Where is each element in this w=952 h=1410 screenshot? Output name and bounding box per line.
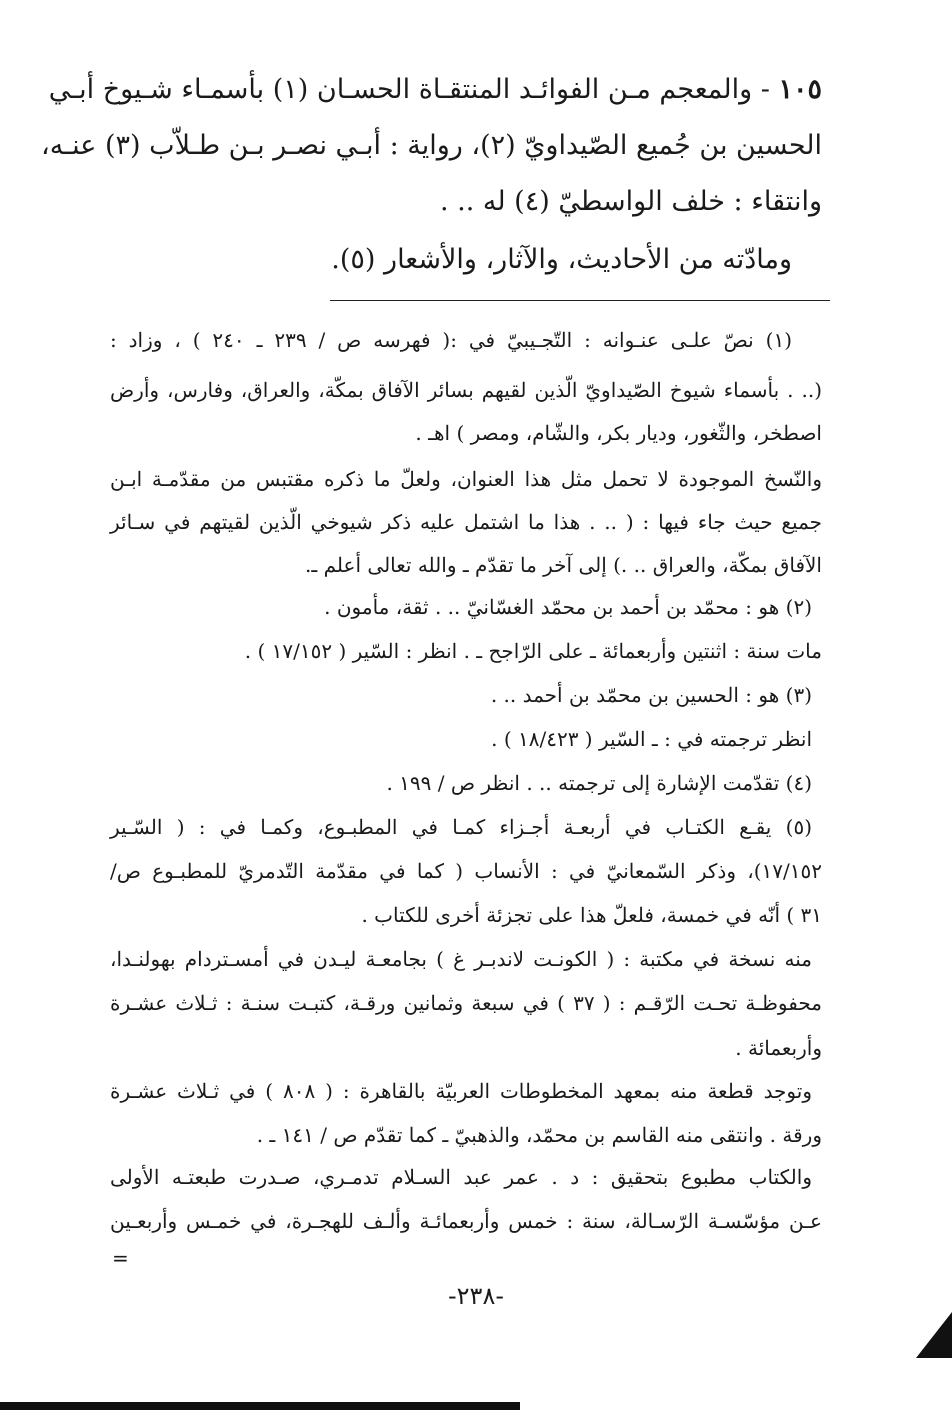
- entry-line-3: وانتقاء : خلف الواسطيّ (٤) له .. .: [439, 186, 822, 217]
- footnote-line-7: (٢) هو : محمّد بن أحمد بن محمّد الغسّانيّ .. . ثقة، مأمون .: [324, 595, 812, 619]
- footnote-line-17: وأربعمائة .: [735, 1036, 822, 1060]
- footnote-line-6: الآفاق بمكّة، والعراق .. .) إلى آخر ما تقدّم ـ والله تعالى أعلم ـ.: [305, 553, 822, 577]
- continuation-mark: =: [112, 1246, 129, 1270]
- footnote-line-12: (٥) يقـع الكتـاب في أربعـة أجـزاء كمـا في المطبـوع، وكمـا في : ( السّـير: [110, 815, 812, 839]
- entry-line-1: [48, 70, 822, 110]
- footnote-line-13: ١٧/١٥٢)، وذكر السّمعانيّ في : الأنساب ( كما في مقدّمة التّدمريّ للمطبـوع ص/: [110, 859, 822, 883]
- page-corner-mark: [916, 1312, 952, 1358]
- footnote-line-15: منه نسخة في مكتبة : ( الكونـت لاندبـر غ ) بجامعـة ليـدن في أمسـتردام بهولنـدا،: [110, 947, 812, 971]
- footnote-line-9: (٣) هو : الحسين بن محمّد بن أحمد .. .: [490, 683, 812, 707]
- scan-edge: [0, 1402, 520, 1410]
- footnote-line-10: انظر ترجمته في : ـ السّير ( ١٨/٤٢٣ ) .: [491, 727, 812, 751]
- footnote-line-1: (١) نصّ علـى عنـوانه : التّجـيبيّ في :( فهرسه ص / ٢٣٩ ـ ٢٤٠ ) ، وزاد :: [110, 328, 793, 352]
- footnote-line-4: والنّسخ الموجودة لا تحمل مثل هذا العنوان، ولعلّ ما ذكره مقتبس من مقدّمـة ابـن: [110, 467, 822, 491]
- footnote-line-8: مات سنة : اثنتين وأربعمائة ـ على الرّاجح ـ . انظر : السّير ( ١٧/١٥٢ ) .: [244, 639, 822, 663]
- footnote-line-21: عـن مؤسّسـة الرّسـالة، سنة : خمس وأربعمائـة وألـف للهجـرة، في خمـس وأربعـين: [110, 1209, 822, 1233]
- entry-line-4: ومادّته من الأحاديث، والآثار، والأشعار (٥).: [331, 244, 792, 275]
- footnote-line-3: اصطخر، والثّغور، وديار بكر، والشّام، ومصر ) اهـ .: [415, 421, 822, 445]
- entry-line-2: الحسين بن جُميع الصّيداويّ (٢)، رواية : أبـي نصـر بـن طـلاّب (٣) عنـه،: [41, 130, 822, 161]
- footnote-line-11: (٤) تقدّمت الإشارة إلى ترجمته .. . انظر ص / ١٩٩ .: [386, 771, 812, 795]
- footnote-line-19: ورقة . وانتقى منه القاسم بن محمّد، والذهبيّ ـ كما تقدّم ص / ١٤١ ـ .: [256, 1123, 822, 1147]
- entry-number: ١٠٥: [778, 74, 822, 105]
- footnote-line-20: والكتاب مطبوع بتحقيق : د . عمر عبد السـلام تدمـري، صـدرت طبعتـه الأولى: [110, 1165, 812, 1189]
- footnote-line-16: محفوظـة تحـت الرّقـم : ( ٣٧ ) في سبعة وثمانين ورقـة، كتبـت سنـة : ثـلاث عشـرة: [110, 991, 822, 1015]
- footnote-line-14: ٣١ ) أنّه في خمسة، فلعلّ هذا على تجزئة أخرى للكتاب .: [361, 903, 822, 927]
- footnote-separator: [330, 300, 830, 301]
- footnote-line-2: (.. . بأسماء شيوخ الصّيداويّ الّذين لقيهم بسائر الآفاق بمكّة، والعراق، وفارس، وأرض: [110, 378, 822, 402]
- page-number: -٢٣٨-: [447, 1282, 504, 1310]
- footnote-line-5: جميع حيث جاء فيها : ( .. . هذا ما اشتمل عليه ذكر شيوخي الّذين لقيتهم في سـائر: [110, 510, 822, 534]
- footnote-line-18: وتوجد قطعة منه بمعهد المخطوطات العربيّة بالقاهرة : ( ٨٠٨ ) في ثـلاث عشـرة: [110, 1079, 812, 1103]
- entry-text-1: - والمعجم مـن الفوائـد المنتقـاة الحسـان (١) بأسمـاء شـيوخ أبـي: [48, 74, 770, 105]
